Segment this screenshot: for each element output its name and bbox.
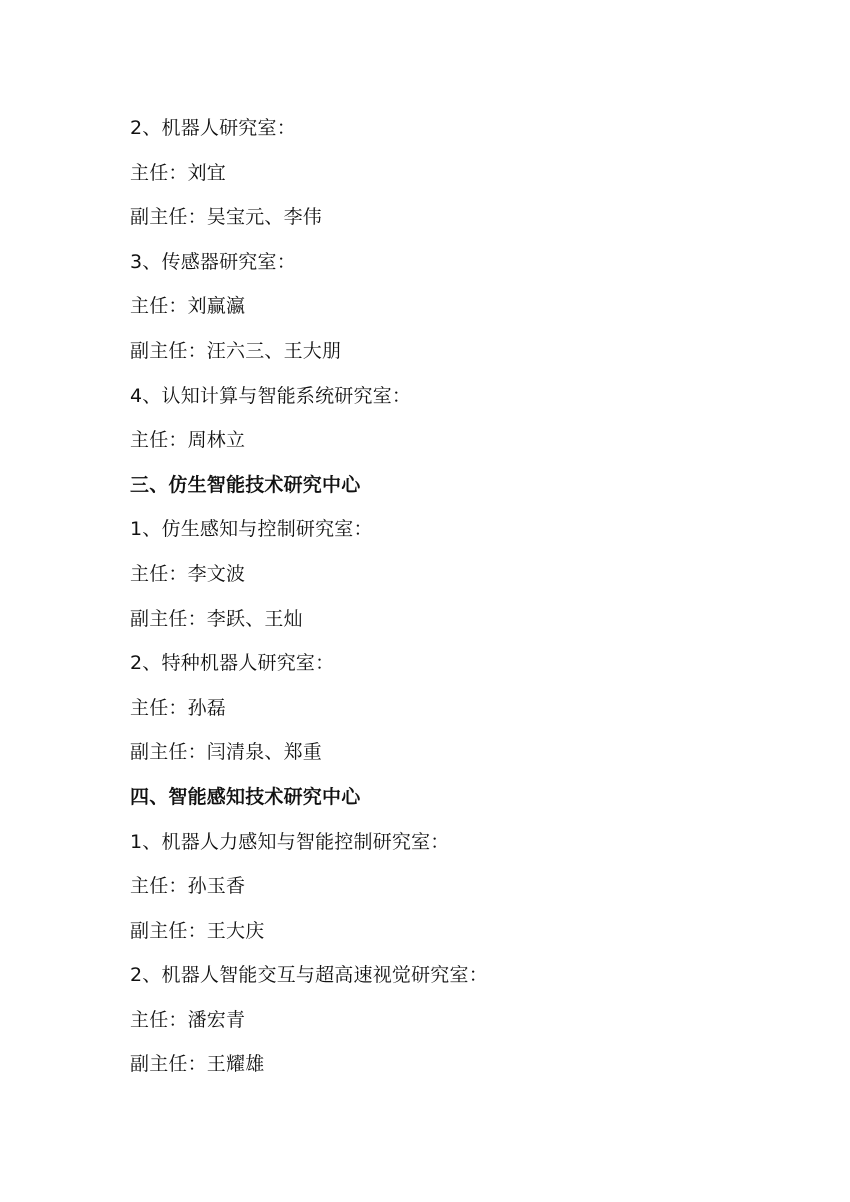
lab-title: 2、机器人研究室： [130,117,296,139]
deputy-director-line: 副主任：汪六三、王大朋 [130,339,342,362]
director-line: 主任：李文波 [130,562,246,585]
director-line: 主任：刘宜 [130,161,227,184]
deputy-director-line: 副主任：王耀雄 [130,1053,265,1076]
center-heading: 四、智能感知技术研究中心 [130,785,361,808]
lab-title: 4、认知计算与智能系统研究室： [130,384,412,407]
lab-title: 1、仿生感知与控制研究室： [130,518,373,541]
document-body [130,112,770,1093]
director-line: 主任：潘宏青 [130,1008,246,1031]
lab-title: 2、机器人智能交互与超高速视觉研究室： [130,964,488,987]
lab-title: 3、传感器研究室： [130,250,296,273]
center-heading: 三、仿生智能技术研究中心 [130,473,361,496]
director-line: 主任：周林立 [130,429,246,452]
director-line: 主任：孙玉香 [130,875,246,898]
lab-title: 2、特种机器人研究室： [130,652,335,675]
lab-title: 1、机器人力感知与智能控制研究室： [130,830,450,853]
deputy-director-line: 副主任：闫清泉、郑重 [130,741,323,764]
deputy-director-line: 副主任：吴宝元、李伟 [130,206,323,229]
director-line: 主任：孙磊 [130,696,227,719]
deputy-director-line: 副主任：李跃、王灿 [130,607,303,630]
director-line: 主任：刘赢瀛 [130,295,246,318]
deputy-director-line: 副主任：王大庆 [130,919,265,942]
